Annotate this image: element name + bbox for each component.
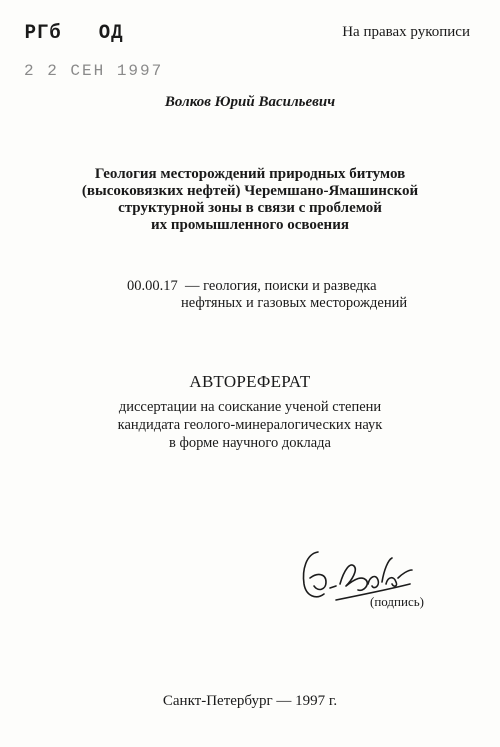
city-year: Санкт-Петербург — 1997 г. [162, 693, 338, 709]
author-name: Волков Юрий Васильевич [164, 94, 336, 110]
specialty-code [127, 278, 407, 312]
title-line: Геология месторождений природных битумов [94, 166, 406, 182]
purpose-line: диссертации на соискание ученой степени [118, 399, 382, 415]
document-type: АВТОРЕФЕРАТ [189, 372, 311, 391]
rights-note: На правах рукописи [342, 24, 470, 40]
specialty-line: нефтяных и газовых месторождений [181, 295, 408, 311]
purpose-line: кандидата геолого-минералогических наук [117, 417, 383, 433]
purpose-line: в форме научного доклада [168, 435, 331, 451]
dissertation-title [60, 166, 440, 234]
specialty-line: 00.00.17 — геология, поиски и разведка [127, 278, 377, 294]
title-line: структурной зоны в связи с проблемой [118, 200, 382, 216]
signature-label: (подпись) [370, 594, 424, 609]
degree-purpose [60, 398, 440, 452]
title-line: (высоковязких нефтей) Черемшано-Ямашинской [81, 183, 419, 199]
title-line: их промышленного освоения [151, 217, 349, 233]
date-stamp: 2 2 СЕН 1997 [24, 62, 164, 80]
library-code-stamp: РГб ОД [24, 22, 124, 45]
